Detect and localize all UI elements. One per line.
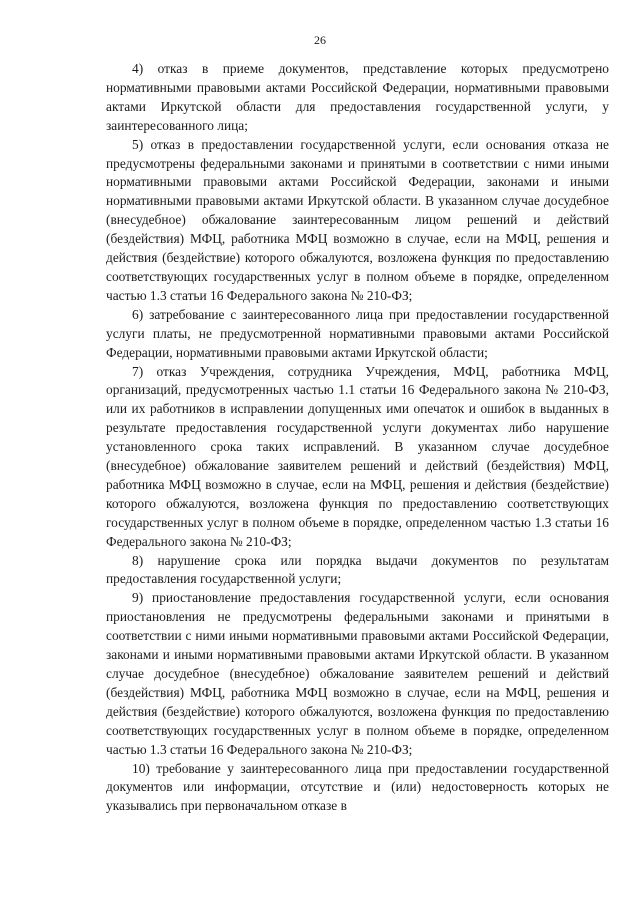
paragraph-item-10: 10) требование у заинтересованного лица при предоставлении государственной документов или информации, отсутствие и (или) недостоверность которых не указывались при первоначальном отказе в <box>106 760 609 814</box>
paragraph-item-7: 7) отказ Учреждения, сотрудника Учреждения, МФЦ, работника МФЦ, организаций, предусмотренных частью 1.1 статьи 16 Федерального закона № 210-ФЗ, или их работников в исправлении допущенных ими опечаток и ошибок в выданных в результате предоставления государственной услуги документах либо нарушение установленного срока таких исправлений. В указанном случае досудебное (внесудебное) обжалование заявителем решений и действий (бездействия) МФЦ, работника МФЦ возможно в случае, если на МФЦ, решения и действия (бездействие) которого обжалуются, возложена функция по предоставлению соответствующих государственных услуг в полном объеме в порядке, определенном частью 1.3 статьи 16 Федерального закона № 210-ФЗ; <box>106 363 609 549</box>
paragraph-item-6: 6) затребование с заинтересованного лица при предоставлении государственной услуги платы, не предусмотренной нормативными правовыми актами Российской Федерации, нормативными правовыми актами Иркутской области; <box>106 306 609 360</box>
paragraph-item-9: 9) приостановление предоставления государственной услуги, если основания приостановления не предусмотрены федеральными законами и принятыми в соответствии с ними иными нормативными правовыми актами Российской Федерации, законами и иными нормативными правовыми актами Иркутской области. В указанном случае досудебное (внесудебное) обжалование заявителем решений и действий (бездействия) МФЦ, работника МФЦ возможно в случае, если на МФЦ, решения и действия (бездействие) которого обжалуются, возложена функция по предоставлению соответствующих государственных услуг в полном объеме в порядке, определенном частью 1.3 статьи 16 Федерального закона № 210-ФЗ; <box>106 590 609 757</box>
document-body <box>106 60 609 816</box>
page-number: 26 <box>314 33 326 47</box>
paragraph-item-4: 4) отказ в приеме документов, представление которых предусмотрено нормативными правовыми актами Российской Федерации, нормативными правовыми актами Иркутской области для предоставления государственной услуги, у заинтересованного лица; <box>106 61 609 133</box>
paragraph-item-5: 5) отказ в предоставлении государственной услуги, если основания отказа не предусмотрены федеральными законами и принятыми в соответствии с ними иными нормативными правовыми актами Российской Федерации, законами и иными нормативными правовыми актами Иркутской области. В указанном случае досудебное (внесудебное) обжалование заинтересованным лицом решений и действий (бездействия) МФЦ, работника МФЦ возможно в случае, если на МФЦ, решения и действия (бездействие) которого обжалуются, возложена функция по предоставлению соответствующих государственных услуг в полном объеме в порядке, определенном частью 1.3 статьи 16 Федерального закона № 210-ФЗ; <box>106 136 609 303</box>
paragraph-item-8: 8) нарушение срока или порядка выдачи документов по результатам предоставления государственной услуги; <box>106 552 609 587</box>
